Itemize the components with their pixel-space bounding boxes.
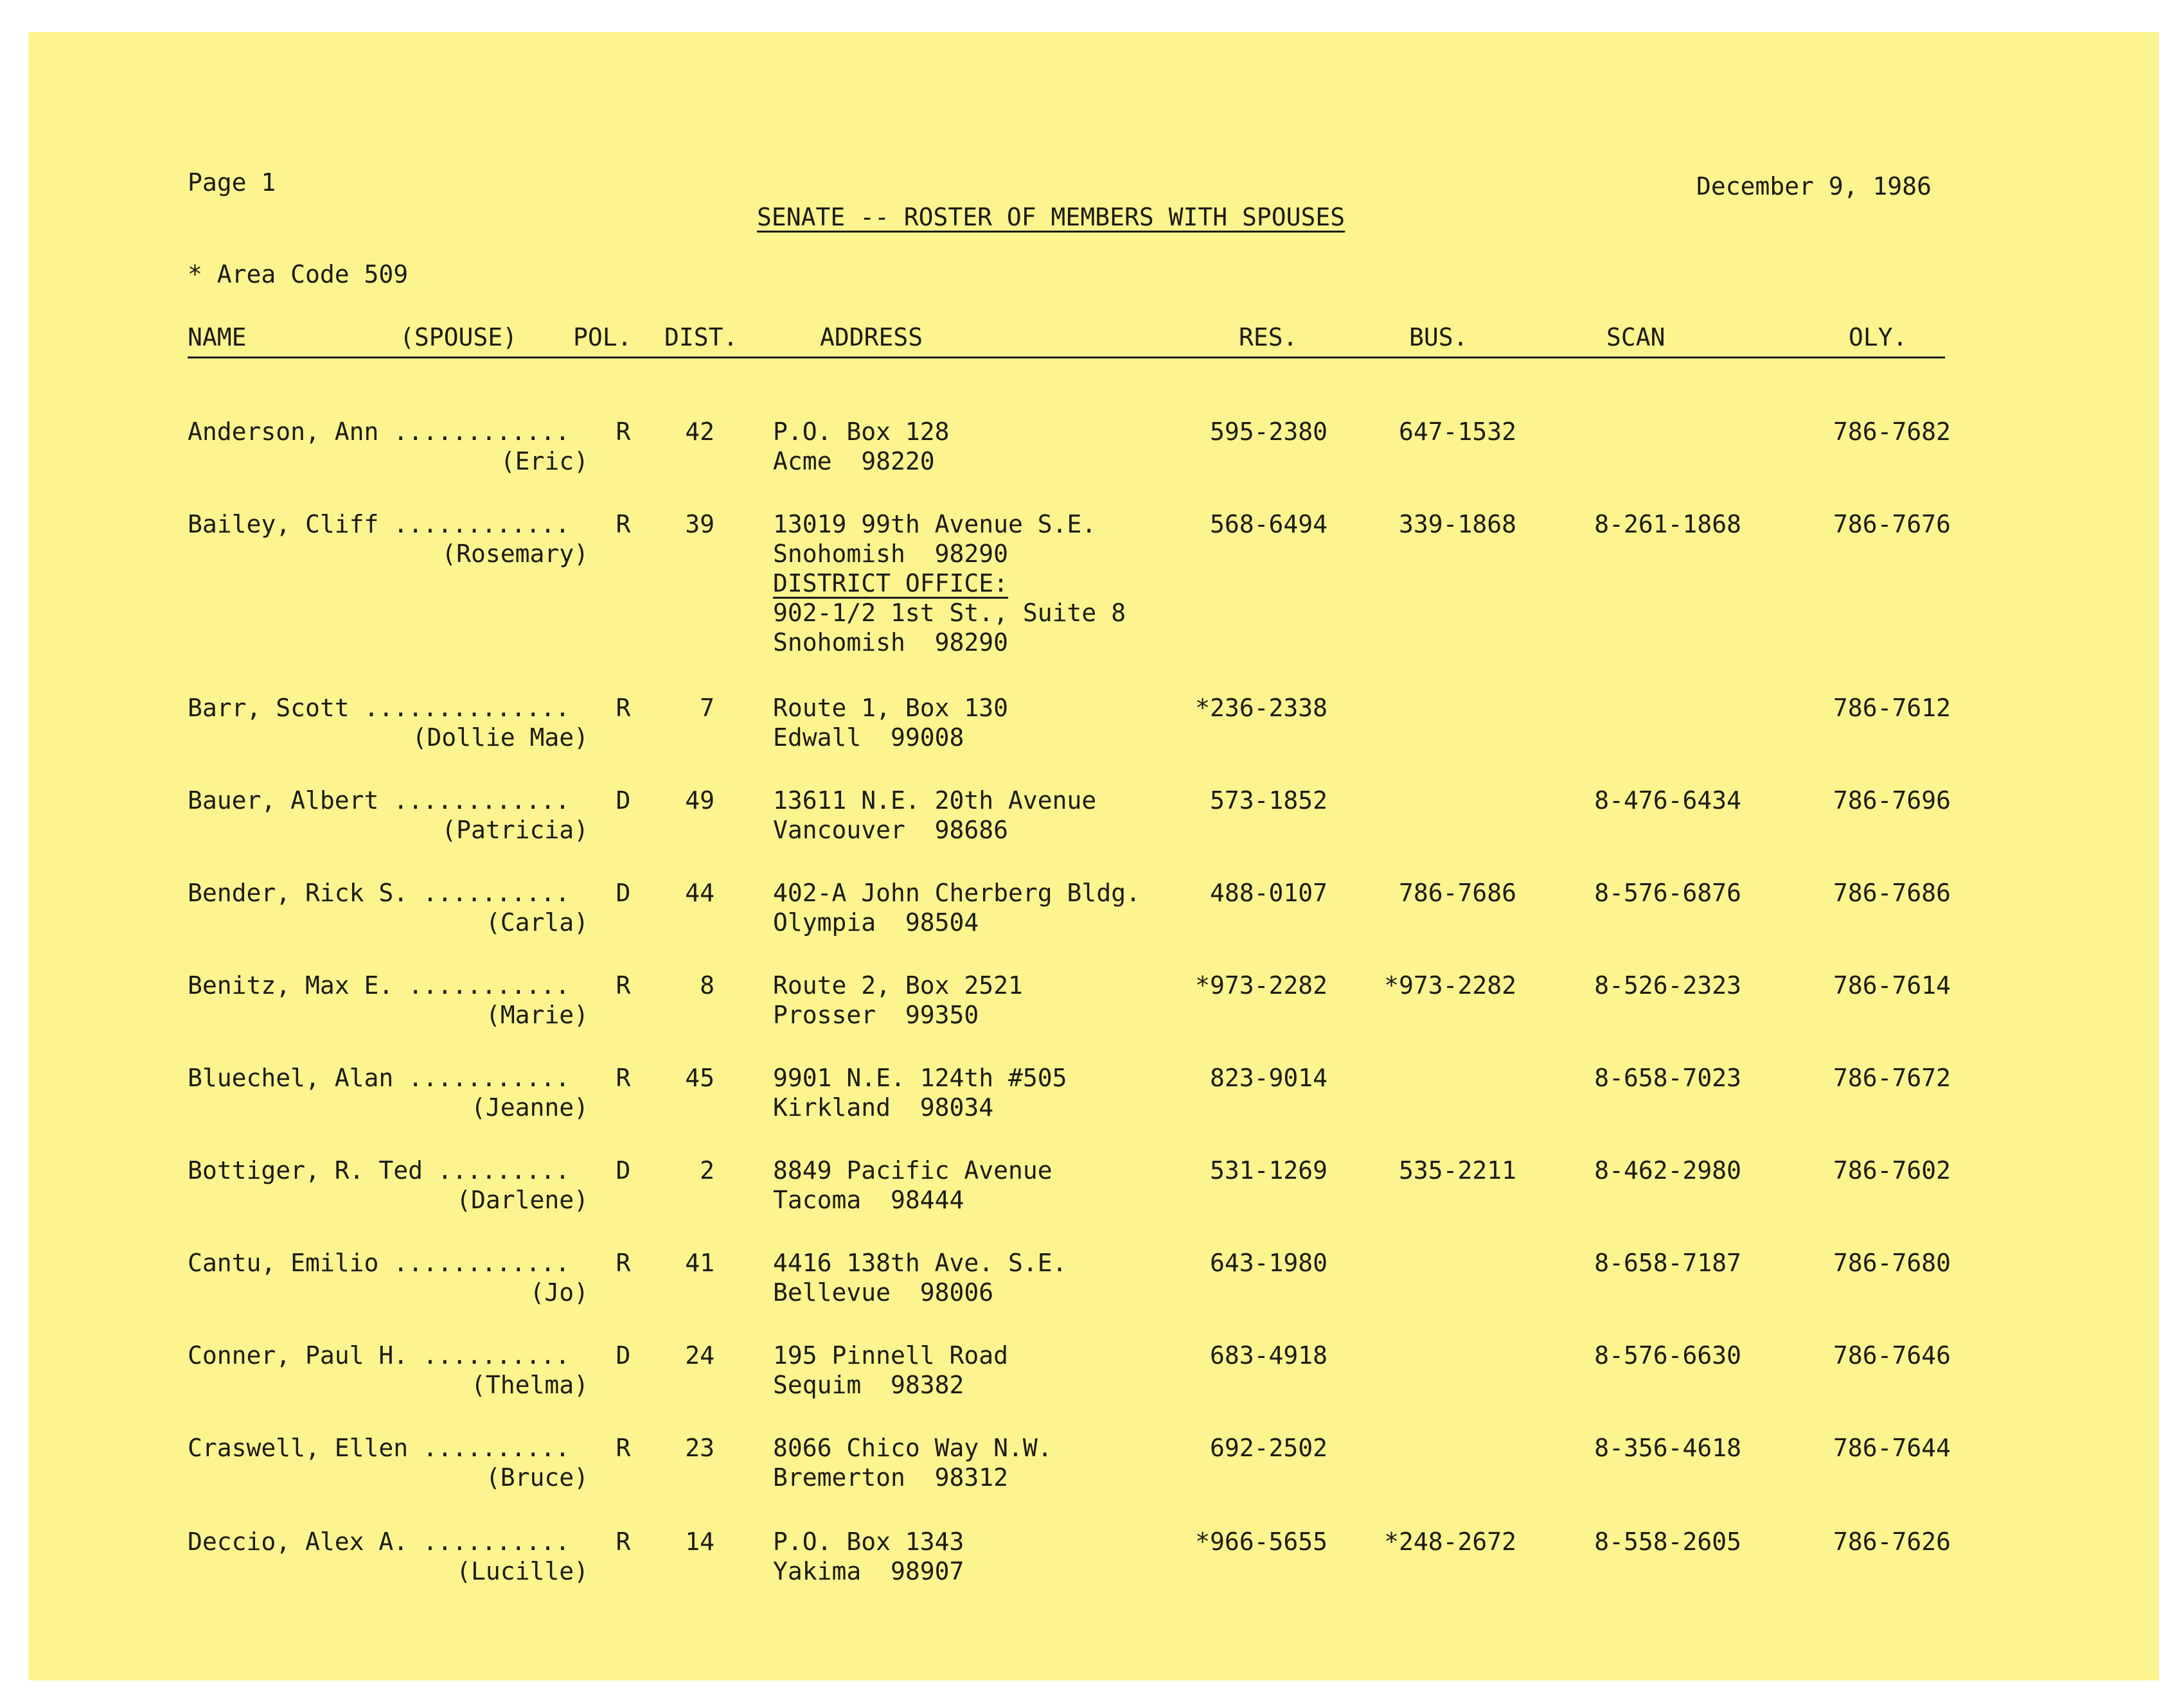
member-bus-phone: *973-2282	[1384, 971, 1516, 1000]
member-scan-phone: 8-658-7187	[1594, 1249, 1741, 1277]
member-spouse: (Marie)	[485, 1001, 589, 1029]
member-party: R	[616, 971, 631, 1000]
member-district: 49	[685, 786, 715, 815]
member-scan-phone: 8-476-6434	[1594, 786, 1741, 815]
member-bus-phone: 786-7686	[1398, 879, 1516, 907]
member-address-line: DISTRICT OFFICE:	[773, 569, 1009, 597]
col-res: RES.	[1239, 323, 1298, 351]
member-district: 39	[685, 510, 715, 538]
member-scan-phone: 8-558-2605	[1594, 1528, 1741, 1556]
document-title: SENATE -- ROSTER OF MEMBERS WITH SPOUSES	[757, 203, 1345, 231]
member-address-line: Yakima 98907	[773, 1557, 964, 1585]
member-address-line: Olympia 98504	[773, 908, 979, 937]
member-party: R	[616, 1528, 631, 1556]
member-address-line: Acme 98220	[773, 447, 935, 475]
member-address-line: 9901 N.E. 124th #505	[773, 1064, 1067, 1092]
col-dist: DIST.	[664, 323, 738, 351]
member-name: Deccio, Alex A. ..........	[188, 1528, 570, 1556]
header-rule	[188, 357, 1945, 358]
member-oly-phone: 786-7686	[1833, 879, 1951, 907]
member-party: R	[616, 510, 631, 538]
member-district: 8	[700, 971, 715, 1000]
member-res-phone: *236-2338	[1195, 694, 1327, 722]
col-scan: SCAN	[1606, 323, 1665, 351]
member-party: D	[616, 1341, 631, 1370]
member-name: Barr, Scott ..............	[188, 694, 570, 722]
member-district: 45	[685, 1064, 715, 1092]
member-party: D	[616, 1156, 631, 1185]
member-name: Bauer, Albert ............	[188, 786, 570, 815]
member-party: R	[616, 1064, 631, 1092]
member-res-phone: 488-0107	[1209, 879, 1327, 907]
member-oly-phone: 786-7696	[1833, 786, 1951, 815]
document-date: December 9, 1986	[1696, 172, 1932, 200]
member-address-line: 13611 N.E. 20th Avenue	[773, 786, 1097, 815]
member-scan-phone: 8-576-6630	[1594, 1341, 1741, 1370]
member-party: R	[616, 1249, 631, 1277]
member-oly-phone: 786-7676	[1833, 510, 1951, 538]
member-spouse: (Darlene)	[456, 1186, 589, 1214]
member-spouse: (Bruce)	[485, 1463, 589, 1492]
member-res-phone: 823-9014	[1209, 1064, 1327, 1092]
col-address: ADDRESS	[820, 323, 923, 351]
member-address-line: 195 Pinnell Road	[773, 1341, 1009, 1370]
member-party: R	[616, 1434, 631, 1462]
member-bus-phone: 535-2211	[1398, 1156, 1516, 1185]
member-address-line: Vancouver 98686	[773, 816, 1009, 844]
member-name: Bottiger, R. Ted .........	[188, 1156, 570, 1185]
member-oly-phone: 786-7646	[1833, 1341, 1951, 1370]
member-address-line: 402-A John Cherberg Bldg.	[773, 879, 1141, 907]
member-party: R	[616, 418, 631, 446]
member-address-line: 13019 99th Avenue S.E.	[773, 510, 1097, 538]
member-oly-phone: 786-7612	[1833, 694, 1951, 722]
member-spouse: (Thelma)	[470, 1371, 589, 1399]
member-name: Conner, Paul H. ..........	[188, 1341, 570, 1370]
member-res-phone: *966-5655	[1195, 1528, 1327, 1556]
member-res-phone: 531-1269	[1209, 1156, 1327, 1185]
member-res-phone: 643-1980	[1209, 1249, 1327, 1277]
col-oly: OLY.	[1849, 323, 1908, 351]
member-oly-phone: 786-7626	[1833, 1528, 1951, 1556]
member-address-line: Bremerton 98312	[773, 1463, 1009, 1492]
area-code-note: * Area Code 509	[188, 260, 409, 288]
member-party: D	[616, 879, 631, 907]
member-address-line: P.O. Box 1343	[773, 1528, 964, 1556]
member-district: 2	[700, 1156, 715, 1185]
member-res-phone: 595-2380	[1209, 418, 1327, 446]
member-address-line: Route 2, Box 2521	[773, 971, 1023, 1000]
member-party: D	[616, 786, 631, 815]
member-res-phone: 683-4918	[1209, 1341, 1327, 1370]
col-pol: POL.	[573, 323, 632, 351]
member-res-phone: 692-2502	[1209, 1434, 1327, 1462]
member-name: Bender, Rick S. ..........	[188, 879, 570, 907]
member-scan-phone: 8-576-6876	[1594, 879, 1741, 907]
member-address-line: Sequim 98382	[773, 1371, 964, 1399]
member-name: Cantu, Emilio ............	[188, 1249, 570, 1277]
member-spouse: (Rosemary)	[441, 540, 589, 568]
member-address-line: Bellevue 98006	[773, 1278, 994, 1307]
member-address-line: 8066 Chico Way N.W.	[773, 1434, 1052, 1462]
member-spouse: (Dollie Mae)	[412, 723, 589, 752]
member-res-phone: 568-6494	[1209, 510, 1327, 538]
member-scan-phone: 8-462-2980	[1594, 1156, 1741, 1185]
col-name: NAME	[188, 323, 247, 351]
member-district: 7	[700, 694, 715, 722]
page-number: Page 1	[188, 168, 276, 197]
member-district: 44	[685, 879, 715, 907]
member-district: 41	[685, 1249, 715, 1277]
member-oly-phone: 786-7614	[1833, 971, 1951, 1000]
member-spouse: (Jeanne)	[470, 1093, 589, 1122]
member-oly-phone: 786-7602	[1833, 1156, 1951, 1185]
member-name: Anderson, Ann ............	[188, 418, 570, 446]
member-name: Bailey, Cliff ............	[188, 510, 570, 538]
member-spouse: (Lucille)	[456, 1557, 589, 1585]
col-bus: BUS.	[1409, 323, 1468, 351]
member-bus-phone: *248-2672	[1384, 1528, 1516, 1556]
member-scan-phone: 8-261-1868	[1594, 510, 1741, 538]
member-address-line: Snohomish 98290	[773, 628, 1009, 657]
member-address-line: 4416 138th Ave. S.E.	[773, 1249, 1067, 1277]
member-party: R	[616, 694, 631, 722]
member-name: Craswell, Ellen ..........	[188, 1434, 570, 1462]
member-district: 14	[685, 1528, 715, 1556]
member-spouse: (Eric)	[500, 447, 589, 475]
member-address-line: P.O. Box 128	[773, 418, 950, 446]
member-address-line: Edwall 99008	[773, 723, 964, 752]
member-spouse: (Patricia)	[441, 816, 589, 844]
member-address-line: Kirkland 98034	[773, 1093, 994, 1122]
member-res-phone: 573-1852	[1209, 786, 1327, 815]
member-res-phone: *973-2282	[1195, 971, 1327, 1000]
member-address-line: Route 1, Box 130	[773, 694, 1009, 722]
member-district: 24	[685, 1341, 715, 1370]
member-district: 42	[685, 418, 715, 446]
member-district: 23	[685, 1434, 715, 1462]
member-address-line: Snohomish 98290	[773, 540, 1009, 568]
member-spouse: (Jo)	[529, 1278, 589, 1307]
member-spouse: (Carla)	[485, 908, 589, 937]
member-scan-phone: 8-356-4618	[1594, 1434, 1741, 1462]
member-address-line: Prosser 99350	[773, 1001, 979, 1029]
member-scan-phone: 8-658-7023	[1594, 1064, 1741, 1092]
member-name: Bluechel, Alan ...........	[188, 1064, 570, 1092]
member-oly-phone: 786-7672	[1833, 1064, 1951, 1092]
member-oly-phone: 786-7680	[1833, 1249, 1951, 1277]
member-bus-phone: 339-1868	[1398, 510, 1516, 538]
member-bus-phone: 647-1532	[1398, 418, 1516, 446]
member-address-line: Tacoma 98444	[773, 1186, 964, 1214]
member-oly-phone: 786-7682	[1833, 418, 1951, 446]
col-spouse: (SPOUSE)	[400, 323, 518, 351]
member-oly-phone: 786-7644	[1833, 1434, 1951, 1462]
member-scan-phone: 8-526-2323	[1594, 971, 1741, 1000]
member-name: Benitz, Max E. ...........	[188, 971, 570, 1000]
member-address-line: 8849 Pacific Avenue	[773, 1156, 1052, 1185]
member-address-line: 902-1/2 1st St., Suite 8	[773, 599, 1126, 627]
